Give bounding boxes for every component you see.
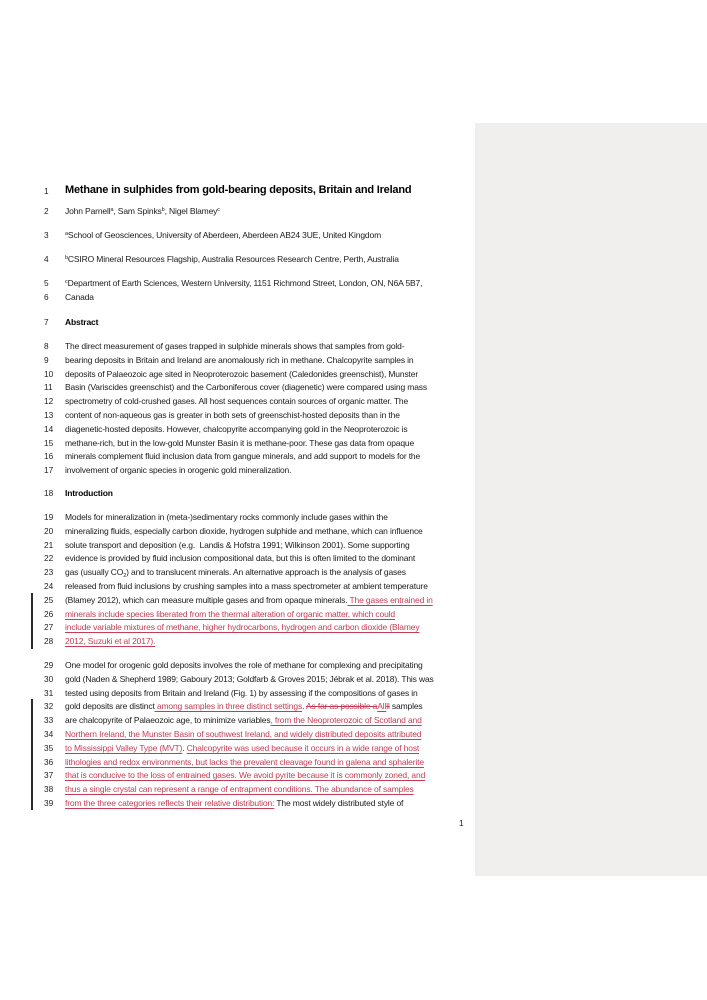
- doc-line-34: [0, 729, 707, 741]
- line-text: [65, 512, 388, 522]
- text-run: School of Geosciences, University of Aberdeen, Aberdeen AB24 3UE, United Kingdom: [67, 230, 382, 240]
- line-number: 26: [44, 608, 54, 619]
- doc-line-5: [0, 278, 707, 290]
- text-run: released from fluid inclusions by crushing samples into a mass spectrometer at ambient temperature: [65, 581, 428, 591]
- text-run: One model for orogenic gold deposits involves the role of methane for complexing and precipitating: [65, 660, 423, 670]
- doc-line-14: [0, 424, 707, 436]
- line-text: [65, 396, 408, 406]
- line-text: [65, 424, 407, 434]
- doc-line-26: [0, 609, 707, 621]
- line-text: [65, 369, 418, 379]
- inserted-text: Northern Ireland, the Munster Basin of southwest Ireland, and widely distributed deposits attributed: [65, 729, 422, 739]
- line-number: 38: [44, 784, 54, 795]
- line-text: [65, 636, 155, 646]
- text-run: methane-rich, but in the low-gold Munster Basin it is methane-poor. These gas data from opaque: [65, 437, 415, 448]
- doc-line-24: [0, 581, 707, 593]
- doc-line-36: [0, 757, 707, 769]
- line-number: 9: [44, 354, 49, 365]
- doc-line-22: [0, 553, 707, 565]
- inserted-text: include variable mixtures of methane, higher hydrocarbons, hydrogen and carbon dioxide (Blamey: [65, 622, 420, 633]
- superscript-text: c: [217, 207, 220, 213]
- doc-line-29: [0, 660, 707, 672]
- text-run: spectrometry of cold-crushed gases. All host sequences contain sources of organic matter. The: [65, 396, 409, 407]
- line-number: 18: [44, 488, 54, 498]
- inserted-text: minerals include species liberated from the thermal alteration of organic matter, which could: [65, 608, 395, 619]
- line-number: 8: [44, 341, 49, 351]
- inserted-text: , from the Neoproterozoic of Scotland and: [270, 715, 422, 726]
- deleted-text: ll: [386, 701, 390, 712]
- line-number: 14: [44, 423, 54, 434]
- inserted-text: thus a single crystal can represent a range of entrapment conditions. The abundance of samples: [65, 784, 414, 795]
- doc-line-28: [0, 636, 707, 648]
- inserted-text: to Mississippi Valley Type (MVT): [65, 742, 183, 753]
- line-number: 37: [44, 770, 54, 781]
- line-text: [65, 553, 415, 563]
- doc-line-39: [0, 798, 707, 810]
- line-number: 23: [44, 567, 54, 578]
- line-text: [65, 770, 425, 780]
- text-run: are chalcopyrite of Palaeozoic age, to minimize variables: [65, 715, 271, 726]
- superscript-text: c: [65, 279, 68, 285]
- line-number: 1: [44, 185, 49, 196]
- line-number: 6: [44, 291, 49, 302]
- doc-line-9: [0, 355, 707, 367]
- line-number: 27: [44, 622, 54, 633]
- text-run: gold deposits are distinct: [65, 701, 155, 712]
- line-number: 20: [44, 525, 54, 536]
- line-number: 39: [44, 798, 54, 808]
- inserted-text: lithologies and redox environments, but lacks the prevalent cleavage found in galena and sphalerite: [65, 756, 424, 767]
- line-number: 21: [44, 539, 54, 550]
- text-run: tested using deposits from Britain and Ireland (Fig. 1) by assessing if the compositions of gases in: [65, 687, 418, 698]
- text-run: , Sam Spinks: [113, 206, 162, 216]
- line-text: [65, 622, 419, 632]
- line-number: 16: [44, 451, 54, 462]
- text-run: samples: [389, 701, 423, 712]
- line-number: 30: [44, 673, 54, 684]
- text-run: gas (usually CO: [65, 567, 124, 578]
- doc-line-23: [0, 567, 707, 579]
- text-run: Methane in sulphides from gold-bearing deposits, Britain and Ireland: [65, 184, 412, 196]
- line-text: [65, 382, 427, 392]
- text-run: Department of Earth Sciences, Western University, 1151 Richmond Street, London, ON, N6A 5B7,: [67, 278, 423, 288]
- superscript-text: b: [161, 207, 165, 213]
- text-run: deposits of Palaeozoic age sited in Neoproterozoic basement (Caledonides greenschist), Munster: [65, 368, 419, 379]
- text-run: content of non-aqueous gas is greater in both sets of greenschist-hosted deposits than in the: [65, 410, 400, 420]
- doc-line-20: [0, 526, 707, 538]
- doc-line-8: [0, 341, 707, 353]
- line-text: [65, 595, 433, 605]
- text-run: Abstract: [65, 317, 99, 327]
- line-text: [65, 526, 423, 536]
- line-text: [65, 567, 406, 577]
- text-run: bearing deposits in Britain and Ireland are anomalously rich in methane. Chalcopyrite samples in: [65, 354, 414, 365]
- doc-line-15: [0, 438, 707, 450]
- doc-line-21: [0, 540, 707, 552]
- inserted-text: from the three categories reflects their relative distribution:: [65, 798, 275, 808]
- doc-line-12: [0, 396, 707, 408]
- text-run: (Blamey 2012), which can measure multiple gases and from opaque minerals.: [65, 594, 348, 605]
- text-run: gold (Naden & Shepherd 1989; Gaboury 2013; Goldfarb & Groves 2015; Jébrak et al. 2018). This was: [65, 673, 434, 684]
- line-text: [65, 451, 420, 461]
- text-run: diagenetic-hosted deposits. However, chalcopyrite accompanying gold in the Neoproterozoic is: [65, 423, 408, 434]
- line-number: 3: [44, 230, 49, 240]
- page-number: 1: [459, 818, 464, 828]
- inserted-text: Chalcopyrite was used because it occurs in a wide range of host: [186, 742, 420, 753]
- text-run: The most widely distributed style of: [274, 798, 404, 808]
- text-run: minerals complement fluid inclusion data from gangue minerals, and add support to models for the: [65, 451, 421, 462]
- text-run: The direct measurement of gases trapped in sulphide minerals shows that samples from gold-: [65, 341, 405, 351]
- doc-line-3: [0, 230, 707, 242]
- line-text: [65, 660, 423, 670]
- text-run: mineralizing fluids, especially carbon dioxide, hydrogen sulphide and methane, which can influence: [65, 525, 423, 536]
- line-text: [65, 784, 414, 794]
- text-run: Models for mineralization in (meta-)sedimentary rocks commonly include gases within the: [65, 512, 388, 522]
- text-run: , Nigel Blamey: [164, 206, 218, 216]
- line-number: 24: [44, 581, 54, 591]
- superscript-text: a: [65, 231, 68, 237]
- line-number: 17: [44, 465, 54, 476]
- line-text: [65, 743, 419, 753]
- line-text: [65, 292, 94, 302]
- line-text: [65, 184, 411, 196]
- line-number: 2: [44, 206, 49, 216]
- line-number: 36: [44, 756, 54, 767]
- doc-line-17: [0, 465, 707, 477]
- line-text: [65, 206, 220, 216]
- line-number: 34: [44, 729, 54, 739]
- doc-line-4: [0, 254, 707, 266]
- tracked-change-bar: [31, 593, 33, 649]
- text-run: involvement of organic species in orogenic gold mineralization.: [65, 465, 292, 476]
- tracked-change-bar: [31, 699, 33, 810]
- line-text: [65, 254, 399, 264]
- text-run: Introduction: [65, 488, 113, 498]
- inserted-text: that is conducive to the loss of entrained gases. We avoid pyrite because it is commonly zoned, and: [65, 770, 426, 781]
- inserted-text: The gases entrained in: [347, 594, 433, 605]
- line-number: 13: [44, 410, 54, 420]
- doc-line-25: [0, 595, 707, 607]
- line-text: [65, 701, 423, 711]
- line-number: 32: [44, 701, 54, 712]
- doc-line-31: [0, 688, 707, 700]
- line-text: [65, 609, 395, 619]
- text-run: evidence is provided by fluid inclusion compositional data, but this is often limited to the dominant: [65, 553, 416, 564]
- doc-line-6: [0, 292, 707, 304]
- doc-line-2: [0, 206, 707, 218]
- doc-line-37: [0, 770, 707, 782]
- line-text: [65, 317, 98, 327]
- line-text: [65, 230, 381, 240]
- line-number: 29: [44, 660, 54, 670]
- line-number: 15: [44, 437, 54, 448]
- line-text: [65, 688, 418, 698]
- doc-line-35: [0, 743, 707, 755]
- deleted-text: As far as possible a: [306, 701, 378, 712]
- text-run: .: [302, 701, 307, 712]
- line-number: 28: [44, 636, 54, 647]
- line-number: 22: [44, 553, 54, 564]
- line-number: 25: [44, 594, 54, 605]
- doc-line-10: [0, 369, 707, 381]
- line-number: 19: [44, 512, 54, 522]
- line-text: [65, 465, 291, 475]
- text-run: Canada: [65, 291, 94, 302]
- line-number: 5: [44, 278, 49, 288]
- text-run: .: [182, 742, 187, 753]
- line-number: 11: [44, 382, 53, 393]
- inserted-text: All: [377, 701, 387, 712]
- doc-line-18: [0, 488, 707, 500]
- line-number: 7: [44, 317, 49, 327]
- line-text: [65, 798, 403, 808]
- line-text: [65, 674, 434, 684]
- line-text: [65, 581, 428, 591]
- line-text: [65, 341, 404, 351]
- subscript-text: 2: [123, 572, 127, 579]
- inserted-text: among samples in three distinct settings: [154, 701, 303, 712]
- doc-line-11: [0, 382, 707, 394]
- line-text: [65, 540, 410, 550]
- line-text: [65, 757, 424, 767]
- line-number: 33: [44, 715, 54, 726]
- line-text: [65, 278, 422, 288]
- text-run: Basin (Variscides greenschist) and the Carboniferous cover (diagenetic) were compared using mass: [65, 382, 427, 393]
- line-text: [65, 488, 113, 498]
- inserted-text: 2012, Suzuki et al 2017).: [65, 636, 156, 647]
- text-run: ) and to translucent minerals. An alternative approach is the analysis of gases: [126, 567, 406, 578]
- doc-line-33: [0, 715, 707, 727]
- doc-line-30: [0, 674, 707, 686]
- superscript-text: b: [65, 255, 68, 261]
- doc-line-32: [0, 701, 707, 713]
- text-run: John Parnell: [65, 206, 111, 216]
- line-number: 4: [44, 254, 49, 264]
- line-text: [65, 355, 413, 365]
- line-text: [65, 715, 422, 725]
- text-run: CSIRO Mineral Resources Flagship, Australia Resources Research Centre, Perth, Australia: [67, 254, 399, 264]
- doc-line-27: [0, 622, 707, 634]
- line-number: 35: [44, 742, 54, 753]
- line-text: [65, 438, 414, 448]
- line-number: 12: [44, 396, 54, 407]
- doc-line-38: [0, 784, 707, 796]
- text-run: solute transport and deposition (e.g. Landis & Hofstra 1991; Wilkinson 2001). Some supporting: [65, 539, 410, 550]
- line-number: 31: [44, 687, 54, 698]
- line-text: [65, 410, 400, 420]
- doc-line-1: [0, 184, 707, 196]
- doc-line-19: [0, 512, 707, 524]
- line-text: [65, 729, 421, 739]
- doc-line-16: [0, 451, 707, 463]
- doc-line-7: [0, 317, 707, 329]
- superscript-text: a: [110, 207, 114, 213]
- line-number: 10: [44, 368, 54, 379]
- doc-line-13: [0, 410, 707, 422]
